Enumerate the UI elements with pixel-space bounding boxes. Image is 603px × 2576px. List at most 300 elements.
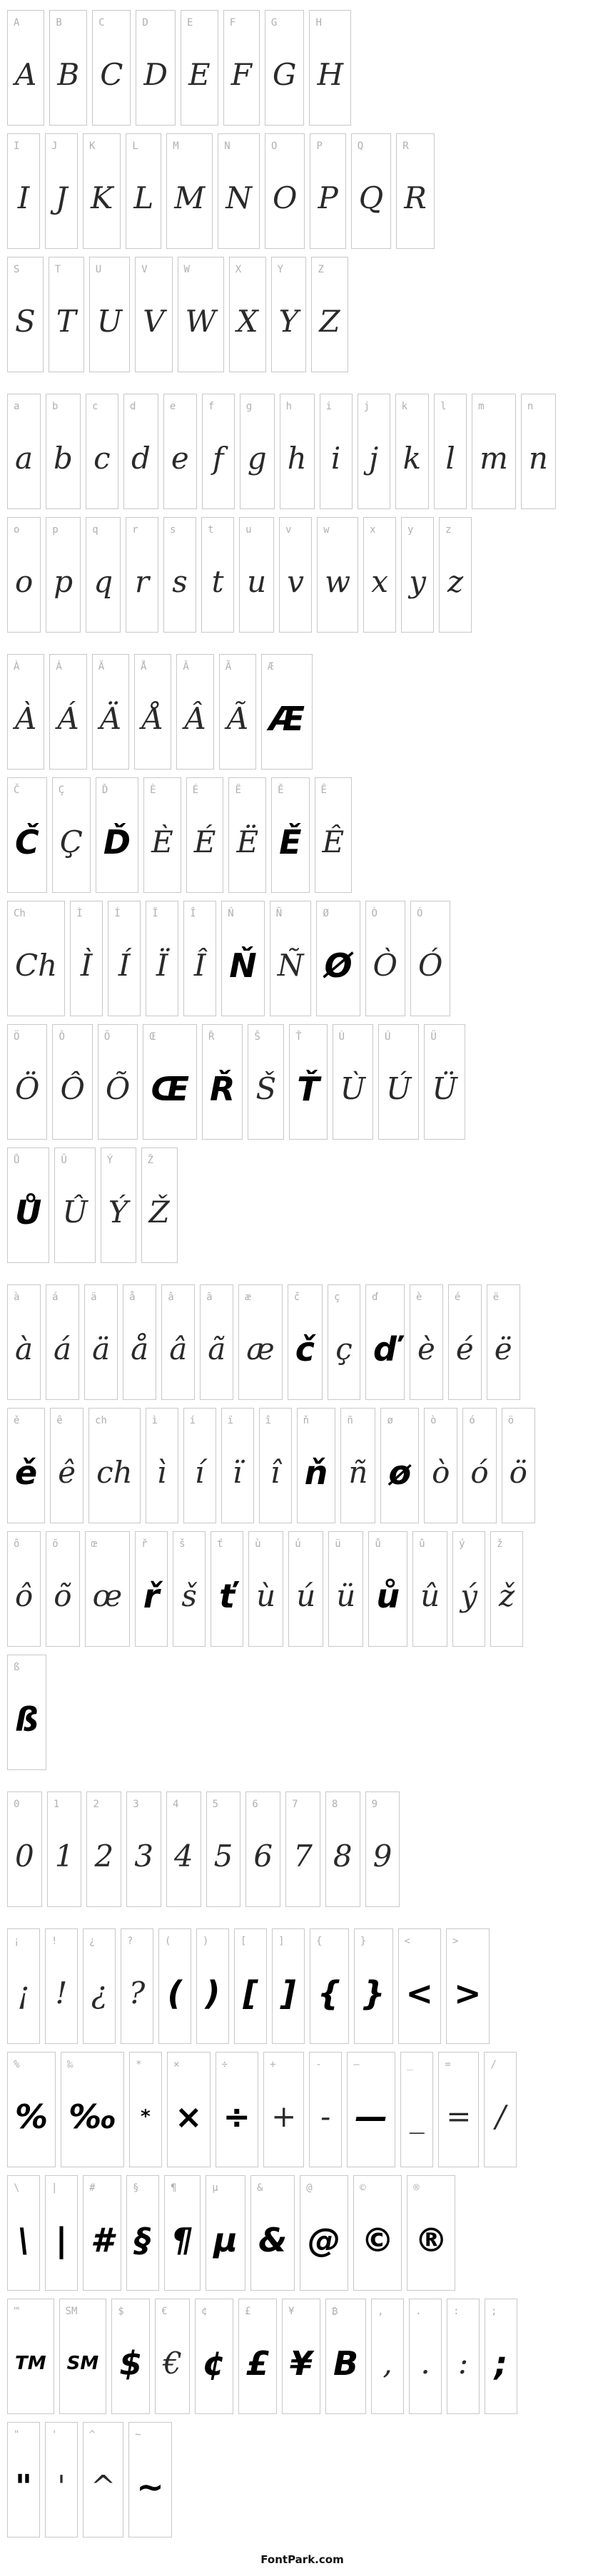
glyph-preview: 3	[134, 1839, 153, 1874]
glyph-label: _	[407, 2059, 413, 2070]
glyph-preview: #	[91, 2221, 114, 2259]
glyph-label: ã	[206, 1292, 213, 1303]
glyph-cell	[202, 1024, 243, 1140]
glyph-label: á	[52, 1292, 59, 1303]
glyph-label: č	[293, 1292, 300, 1303]
glyph-preview: Ä	[99, 701, 122, 736]
glyph-preview: ř	[143, 1577, 160, 1615]
glyph-label: £	[244, 2306, 251, 2317]
glyph-cell	[239, 517, 274, 633]
glyph-label: ß	[14, 1662, 20, 1673]
glyph-preview: Ê	[322, 824, 345, 859]
glyph-cell	[98, 1024, 138, 1140]
glyph-preview: @	[308, 2221, 341, 2259]
glyph-preview: s	[172, 564, 188, 599]
glyph-label: =	[445, 2059, 451, 2070]
glyph-cell	[163, 517, 196, 633]
glyph-cell	[86, 517, 121, 633]
glyph-preview: û	[420, 1578, 440, 1613]
glyph-preview: ó	[470, 1455, 489, 1490]
glyph-preview: q	[93, 564, 113, 599]
glyph-cell	[126, 133, 161, 249]
glyph-preview: J	[55, 180, 68, 215]
glyph-cell	[54, 1148, 95, 1263]
glyph-label: é	[454, 1292, 461, 1303]
glyph-cell	[195, 2299, 233, 2414]
glyph-preview: ^	[91, 2469, 116, 2504]
glyph-preview: ñ	[348, 1455, 368, 1490]
glyph-label: ¶	[171, 2182, 177, 2194]
glyph-preview: Û	[62, 1195, 88, 1230]
glyph-label: Q	[357, 140, 364, 152]
glyph-preview: é	[455, 1332, 474, 1366]
glyph-cell	[309, 2052, 342, 2167]
glyph-label: j	[363, 401, 370, 412]
fontpark-link[interactable]: FontPark.com	[260, 2553, 344, 2566]
glyph-preview: á	[54, 1332, 72, 1366]
glyph-cell	[400, 2052, 433, 2167]
glyph-cell	[92, 10, 131, 126]
glyph-label: ™	[14, 2306, 20, 2317]
glyph-label: Ď	[101, 784, 108, 796]
glyph-cell	[46, 394, 81, 509]
glyph-label: Á	[56, 661, 62, 673]
glyph-cell	[310, 133, 345, 249]
glyph-cell	[412, 1531, 447, 1647]
glyph-preview: ý	[460, 1578, 477, 1613]
glyph-preview: 5	[213, 1839, 233, 1874]
glyph-preview: ď	[373, 1330, 397, 1369]
glyph-label: ů	[375, 1538, 381, 1550]
glyph-preview: £	[245, 2344, 269, 2383]
glyph-preview: Z	[319, 304, 340, 339]
glyph-cell	[424, 1408, 457, 1523]
glyph-preview: ö	[509, 1455, 527, 1490]
glyph-label: 0	[14, 1799, 20, 1810]
glyph-label: ü	[335, 1538, 341, 1550]
glyph-preview: Ç	[59, 824, 83, 859]
glyph-cell	[7, 2052, 56, 2167]
glyph-preview: ø	[388, 1453, 412, 1492]
glyph-label: ň	[303, 1415, 310, 1426]
glyph-cell	[126, 1792, 161, 1907]
glyph-preview: Ch	[15, 948, 58, 983]
glyph-label: ó	[469, 1415, 475, 1426]
glyph-cell	[83, 1928, 116, 2044]
glyph-label: g	[245, 401, 253, 412]
glyph-row	[7, 2052, 597, 2167]
glyph-cell	[46, 517, 81, 633]
glyph-cell	[83, 133, 121, 249]
glyph-label: P	[316, 140, 323, 152]
glyph-label: É	[192, 784, 199, 796]
glyph-label: ä	[91, 1292, 97, 1303]
glyph-cell	[472, 394, 516, 509]
glyph-cell	[61, 2052, 124, 2167]
glyph-label: 3	[133, 1799, 139, 1810]
glyph-label: S	[14, 264, 20, 275]
glyph-label: §	[133, 2182, 139, 2194]
glyph-preview: œ	[92, 1578, 123, 1613]
glyph-cell	[289, 1024, 327, 1140]
glyph-cell	[45, 2422, 78, 2537]
glyph-preview: ¡	[17, 1976, 30, 2010]
glyph-cell	[129, 2052, 162, 2167]
glyph-preview: ä	[92, 1332, 111, 1366]
glyph-row	[7, 2175, 597, 2291]
glyph-cell	[7, 10, 44, 126]
glyph-cell	[108, 901, 141, 1016]
glyph-cell	[7, 1792, 42, 1907]
glyph-preview: ï	[232, 1455, 243, 1490]
glyph-cell	[261, 654, 313, 770]
glyph-label: í	[189, 1415, 196, 1426]
glyph-cell	[126, 2175, 159, 2291]
glyph-preview: å	[131, 1332, 149, 1366]
glyph-preview: Ñ	[277, 948, 304, 983]
glyph-cell	[328, 1284, 360, 1400]
glyph-cell	[85, 1531, 131, 1647]
glyph-preview: &	[258, 2221, 288, 2259]
glyph-cell	[320, 394, 353, 509]
glyph-preview: Ü	[432, 1071, 457, 1106]
glyph-cell	[7, 257, 44, 372]
glyph-label: ;	[491, 2306, 497, 2317]
glyph-preview: Ň	[229, 946, 257, 985]
glyph-preview: Ô	[60, 1071, 85, 1106]
glyph-cell	[121, 1928, 153, 2044]
glyph-preview: ch	[96, 1455, 133, 1490]
glyph-cell	[7, 2299, 54, 2414]
glyph-preview: Å	[142, 701, 164, 736]
glyph-cell	[7, 1148, 49, 1263]
glyph-cell	[378, 1024, 419, 1140]
glyph-label: ř	[141, 1538, 148, 1550]
glyph-preview: ã	[208, 1332, 226, 1366]
glyph-label: ]	[278, 1936, 285, 1947]
glyph-cell	[271, 777, 309, 893]
glyph-preview: G	[272, 57, 297, 92]
glyph-label: Ó	[416, 908, 423, 919]
glyph-cell	[206, 2175, 245, 2291]
glyph-cell	[7, 1928, 40, 2044]
glyph-label: ê	[56, 1415, 63, 1426]
glyph-cell	[7, 1024, 47, 1140]
glyph-label: n	[527, 401, 534, 412]
glyph-preview: Æ	[269, 700, 305, 738]
glyph-label: è	[415, 1292, 422, 1303]
glyph-label: 2	[93, 1799, 99, 1810]
glyph-preview: Î	[193, 948, 206, 983]
glyph-preview: o	[15, 564, 34, 599]
glyph-preview: Õ	[105, 1071, 131, 1106]
glyph-preview: À	[15, 701, 37, 736]
glyph-preview: _	[409, 2099, 425, 2134]
glyph-label: X	[235, 264, 242, 275]
glyph-label: µ	[212, 2182, 218, 2194]
glyph-label: D	[142, 17, 148, 29]
glyph-preview: Ý	[108, 1195, 128, 1230]
glyph-label: Ì	[76, 908, 83, 919]
glyph-cell	[340, 1408, 375, 1523]
glyph-preview: B	[333, 2344, 359, 2383]
glyph-cell	[7, 777, 47, 893]
glyph-preview: b	[54, 441, 73, 476]
glyph-label: Û	[61, 1155, 67, 1166]
glyph-preview: k	[402, 441, 422, 476]
glyph-preview: TM	[15, 2353, 46, 2374]
glyph-label: V	[141, 264, 148, 275]
glyph-preview: 4	[173, 1839, 193, 1874]
glyph-preview: 7	[293, 1839, 313, 1874]
glyph-label: ¢	[201, 2306, 208, 2317]
glyph-preview: Ú	[386, 1071, 412, 1106]
glyph-preview: ů	[376, 1577, 400, 1615]
glyph-cell	[50, 1408, 83, 1523]
glyph-preview: (	[167, 1974, 183, 2013]
glyph-label: Ch	[14, 908, 26, 919]
glyph-cell	[240, 394, 275, 509]
glyph-preview: Ù	[340, 1071, 365, 1106]
glyph-label: *	[135, 2059, 142, 2070]
glyph-cell	[351, 133, 391, 249]
glyph-label: È	[150, 784, 156, 796]
glyph-preview: |	[55, 2221, 68, 2259]
glyph-label: O	[271, 140, 278, 152]
glyph-label: ®	[413, 2182, 420, 2194]
glyph-row	[7, 517, 597, 633]
glyph-cell	[447, 2299, 480, 2414]
glyph-cell	[300, 2175, 348, 2291]
glyph-cell	[47, 1792, 82, 1907]
glyph-preview: ~	[136, 2468, 164, 2506]
glyph-preview: 8	[333, 1839, 353, 1874]
glyph-preview: Ï	[156, 948, 168, 983]
glyph-preview: ž	[499, 1578, 515, 1613]
glyph-label: Š	[254, 1031, 260, 1043]
glyph-section-uppercase	[7, 10, 597, 372]
glyph-label: &	[257, 2182, 263, 2194]
glyph-preview: h	[287, 441, 307, 476]
glyph-preview: 0	[15, 1839, 34, 1874]
glyph-row	[7, 394, 597, 509]
glyph-preview: z	[447, 564, 464, 599]
glyph-label: ú	[295, 1538, 301, 1550]
glyph-label: æ	[245, 1292, 251, 1303]
glyph-cell	[401, 517, 434, 633]
glyph-cell	[424, 1024, 465, 1140]
glyph-preview: ©	[361, 2221, 395, 2259]
glyph-row	[7, 133, 597, 249]
glyph-preview: y	[409, 564, 426, 599]
glyph-row	[7, 777, 597, 893]
glyph-cell	[272, 1928, 305, 2044]
glyph-preview: g	[247, 441, 267, 476]
glyph-cell	[183, 901, 216, 1016]
glyph-preview: Ó	[417, 948, 443, 983]
glyph-label: Å	[141, 661, 147, 673]
glyph-cell	[223, 10, 260, 126]
glyph-cell	[365, 1792, 400, 1907]
glyph-cell	[49, 654, 86, 770]
glyph-cell	[173, 1531, 206, 1647]
glyph-preview: â	[169, 1332, 188, 1366]
glyph-preview: w	[325, 564, 351, 599]
glyph-preview: $	[119, 2344, 143, 2383]
glyph-label: ç	[334, 1292, 340, 1303]
glyph-label: Ö	[14, 1031, 20, 1043]
glyph-label: Ú	[385, 1031, 391, 1043]
glyph-cell	[123, 1284, 156, 1400]
glyph-row	[7, 1148, 597, 1263]
glyph-label: M	[173, 140, 179, 152]
glyph-preview: u	[247, 564, 267, 599]
glyph-preview: à	[15, 1332, 34, 1366]
glyph-label: 6	[252, 1799, 258, 1810]
glyph-preview: ¥	[290, 2344, 313, 2383]
glyph-cell	[347, 2052, 395, 2167]
glyph-row	[7, 1024, 597, 1140]
glyph-label: Œ	[149, 1031, 156, 1043]
glyph-preview: x	[371, 564, 388, 599]
glyph-label: ť	[217, 1538, 223, 1550]
glyph-preview: i	[330, 441, 341, 476]
glyph-row	[7, 901, 597, 1016]
glyph-preview: µ	[213, 2221, 238, 2259]
glyph-cell	[46, 1284, 79, 1400]
glyph-label: r	[132, 524, 138, 536]
glyph-preview: Ď	[103, 823, 131, 862]
glyph-label: (	[165, 1936, 171, 1947]
glyph-label: U	[95, 264, 102, 275]
glyph-preview: Y	[278, 304, 299, 339]
glyph-preview: l	[445, 441, 455, 476]
glyph-cell	[158, 1928, 191, 2044]
glyph-label: À	[14, 661, 20, 673]
glyph-cell	[7, 901, 65, 1016]
glyph-preview: C	[100, 57, 123, 92]
glyph-cell	[135, 257, 172, 372]
glyph-preview: ®	[415, 2221, 448, 2259]
glyph-preview: R	[404, 180, 427, 215]
glyph-cell	[166, 1792, 201, 1907]
glyph-label: v	[285, 524, 292, 536]
glyph-cell	[407, 2175, 455, 2291]
glyph-cell	[141, 1148, 178, 1263]
glyph-preview: Á	[57, 701, 79, 736]
glyph-preview: '	[57, 2469, 66, 2504]
glyph-cell	[7, 133, 40, 249]
glyph-cell	[487, 1284, 520, 1400]
glyph-label: s	[170, 524, 176, 536]
glyph-label: €	[161, 2306, 168, 2317]
glyph-label: :	[453, 2306, 460, 2317]
glyph-label: {	[316, 1936, 323, 1947]
glyph-label: õ	[52, 1538, 59, 1550]
glyph-preview: .	[420, 2346, 430, 2381]
glyph-cell	[146, 1408, 178, 1523]
glyph-cell	[485, 2299, 517, 2414]
glyph-label: .	[415, 2306, 422, 2317]
glyph-label: Ã	[225, 661, 232, 673]
glyph-cell	[310, 1928, 349, 2044]
glyph-cell	[45, 1928, 78, 2044]
glyph-preview: =	[446, 2099, 472, 2134]
glyph-preview: Q	[358, 180, 384, 215]
glyph-label: Ø	[323, 908, 329, 919]
glyph-cell	[163, 394, 197, 509]
glyph-label: "	[14, 2429, 20, 2440]
glyph-cell	[270, 901, 312, 1016]
glyph-label: Ř	[208, 1031, 215, 1043]
glyph-label: Ä	[98, 661, 105, 673]
glyph-preview: T	[56, 304, 76, 339]
glyph-cell	[183, 1408, 216, 1523]
glyph-cell	[221, 1408, 254, 1523]
glyph-label: )	[203, 1936, 209, 1947]
glyph-cell	[134, 654, 171, 770]
glyph-label: 1	[53, 1799, 60, 1810]
glyph-label: â	[168, 1292, 174, 1303]
glyph-cell	[279, 517, 312, 633]
glyph-preview: ¿	[91, 1976, 108, 2010]
glyph-section-digits	[7, 1792, 597, 1907]
glyph-preview: ú	[296, 1578, 316, 1613]
glyph-cell	[229, 257, 266, 372]
glyph-cell	[206, 1792, 241, 1907]
glyph-preview: A	[15, 57, 37, 92]
glyph-label: [	[240, 1936, 247, 1947]
glyph-cell	[398, 1928, 442, 2044]
glyph-label: Í	[114, 908, 121, 919]
glyph-cell	[354, 1928, 393, 2044]
glyph-cell	[7, 1655, 46, 1770]
glyph-label: '	[51, 2429, 58, 2440]
glyph-preview: H	[317, 57, 344, 92]
glyph-preview: /	[495, 2099, 506, 2134]
glyph-cell	[218, 133, 260, 249]
glyph-row	[7, 2422, 597, 2537]
glyph-label: G	[270, 17, 278, 29]
glyph-preview: >	[454, 1974, 482, 2013]
glyph-preview: ü	[336, 1578, 356, 1613]
glyph-cell	[325, 2299, 366, 2414]
glyph-preview: ×	[174, 2097, 203, 2136]
glyph-label: y	[407, 524, 414, 536]
glyph-label: Ť	[295, 1031, 302, 1043]
glyph-label: }	[360, 1936, 367, 1947]
glyph-cell	[371, 2299, 404, 2414]
glyph-preview: )	[205, 1974, 221, 2013]
glyph-preview: Ö	[15, 1071, 40, 1106]
glyph-cell	[410, 1284, 443, 1400]
glyph-cell	[358, 394, 390, 509]
glyph-cell	[86, 394, 118, 509]
glyph-label: W	[183, 264, 190, 275]
glyph-preview: Œ	[151, 1070, 189, 1108]
glyph-cell	[178, 257, 224, 372]
glyph-preview: ê	[58, 1455, 76, 1490]
glyph-preview: f	[212, 441, 224, 476]
glyph-preview: F	[230, 57, 252, 92]
glyph-cell	[84, 1284, 118, 1400]
glyph-preview: Ë	[236, 824, 259, 859]
glyph-cell	[265, 10, 305, 126]
glyph-cell	[128, 2422, 172, 2537]
glyph-label: I	[14, 140, 20, 152]
glyph-cell	[200, 1284, 233, 1400]
glyph-label: š	[179, 1538, 186, 1550]
